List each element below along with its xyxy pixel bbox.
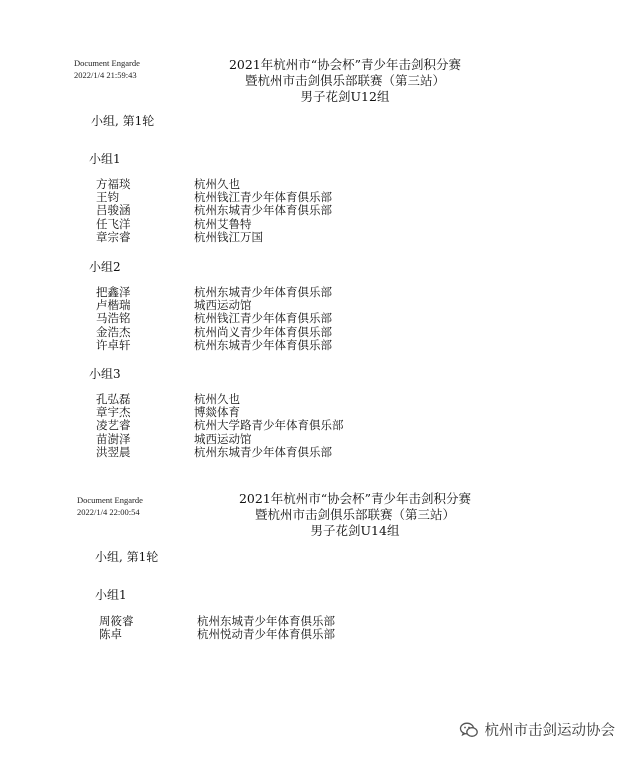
title-line-2: 暨杭州市击剑俱乐部联赛（第三站） [244,73,445,88]
doc-meta [77,494,143,518]
title-line-2: 暨杭州市击剑俱乐部联赛（第三站） [254,507,455,522]
fencer-name: 金浩杰 [96,324,131,339]
group-label: 小组1 [95,588,127,602]
title-line-1: 2021年杭州市“协会杯”青少年击剑积分赛 [228,57,462,72]
meta-source: Document Engarde [77,495,143,505]
doc-title [180,57,510,105]
list-item [96,433,344,446]
fencer-name: 王钧 [96,190,119,205]
fencer-name: 许卓轩 [96,337,131,352]
fencer-name: 马浩铭 [96,311,131,326]
fencer-club: 博燚体育 [194,405,240,420]
fencer-name: 周筱睿 [99,614,134,628]
list-item [99,628,335,641]
fencer-club: 杭州东城青少年体育俱乐部 [194,444,332,459]
group-label: 小组2 [89,260,121,274]
fencer-name: 孔弘磊 [96,392,131,406]
title-line-3: 男子花剑U12组 [300,89,390,104]
fencer-club: 杭州钱江青少年体育俱乐部 [194,311,332,326]
group-label: 小组3 [89,367,121,381]
wechat-icon [459,721,479,739]
watermark [459,719,616,740]
doc-title [190,491,520,539]
group-entries [99,615,335,641]
fencer-name: 方福琰 [96,177,131,191]
fencer-club: 杭州东城青少年体育俱乐部 [194,337,332,352]
fencer-club: 杭州久也 [194,392,240,406]
list-item [96,419,344,432]
fencer-club: 杭州悦动青少年体育俱乐部 [197,627,335,642]
fencer-club: 城西运动馆 [194,431,252,446]
fencer-club: 杭州尚义青少年体育俱乐部 [194,324,332,339]
fencer-name: 陈卓 [99,627,122,642]
fencer-club: 杭州东城青少年体育俱乐部 [194,203,332,218]
group-entries [96,178,332,244]
fencer-name: 卢楷瑞 [96,298,131,313]
group-entries [96,286,332,352]
list-item [96,339,332,352]
fencer-name: 章宗睿 [96,229,131,244]
list-item [96,204,332,217]
title-line-3: 男子花剑U14组 [310,523,400,538]
fencer-name: 任飞洋 [96,216,131,231]
fencer-club: 杭州东城青少年体育俱乐部 [197,614,335,628]
fencer-club: 城西运动馆 [194,298,252,313]
fencer-name: 章宇杰 [96,405,131,420]
list-item [96,446,344,459]
round-label: 小组, 第1轮 [91,114,155,128]
fencer-club: 杭州久也 [194,177,240,191]
watermark-text: 杭州市击剑运动协会 [484,723,615,739]
fencer-name: 凌艺睿 [96,418,131,433]
fencer-club: 杭州艾鲁特 [194,216,252,231]
list-item [96,218,332,231]
list-item [96,231,332,244]
group-entries [96,393,344,459]
fencer-club: 杭州大学路青少年体育俱乐部 [194,418,344,433]
list-item [96,312,332,325]
fencer-club: 杭州钱江万国 [194,229,263,244]
meta-source: Document Engarde [74,58,140,68]
meta-timestamp: 2022/1/4 21:59:43 [74,70,137,80]
fencer-club: 杭州钱江青少年体育俱乐部 [194,190,332,205]
list-item [96,326,332,339]
meta-timestamp: 2022/1/4 22:00:54 [77,507,140,517]
fencer-name: 吕骏涵 [96,203,131,218]
fencer-name: 洪翌晨 [96,444,131,459]
group-label: 小组1 [89,152,121,166]
round-label: 小组, 第1轮 [95,550,159,564]
fencer-club: 杭州东城青少年体育俱乐部 [194,285,332,299]
doc-meta [74,57,140,81]
title-line-1: 2021年杭州市“协会杯”青少年击剑积分赛 [238,491,472,506]
fencer-name: 苗澍泽 [96,431,131,446]
fencer-name: 把鑫泽 [96,285,131,299]
